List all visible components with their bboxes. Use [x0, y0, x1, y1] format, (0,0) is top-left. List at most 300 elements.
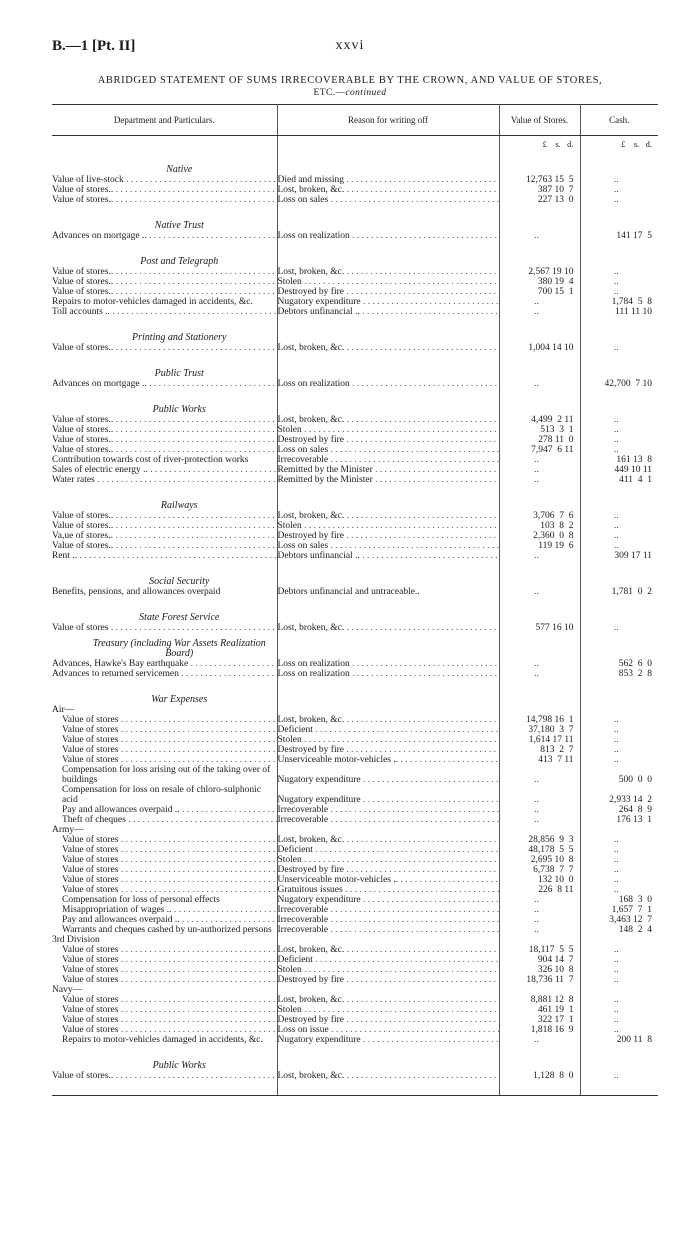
stores-value-cell: 132 10 0 — [499, 875, 580, 885]
stores-value-cell: 413 7 11 — [499, 755, 580, 765]
section-heading-row — [52, 389, 658, 415]
table-row — [52, 307, 658, 317]
particulars-cell: Value of stores.. . . . — [52, 277, 277, 287]
cash-value-cell: 200 11 8 — [616, 1035, 652, 1045]
reason-cell: Remitted by the Minister . . . — [277, 475, 499, 485]
stores-value-cell: .. — [499, 1035, 580, 1045]
reason-cell: Lost, broken, &c. . . . — [277, 185, 499, 195]
stores-value-cell: 513 3 1 — [499, 425, 580, 435]
column-header-stores: Value of Stores. — [499, 105, 580, 136]
title-line-1: ABRIDGED STATEMENT OF SUMS IRRECOVERABLE BY THE CROWN, AND VALUE OF STORES, — [97, 75, 603, 86]
cash-value-cell: .. — [613, 715, 619, 725]
table-row — [52, 915, 658, 925]
cash-value-cell: .. — [613, 541, 619, 551]
table-row — [52, 875, 658, 885]
section-title: Public Works — [52, 389, 277, 415]
table-row — [52, 945, 658, 955]
table-row — [52, 1035, 658, 1045]
particulars-cell: Value of stores . . . — [52, 945, 277, 955]
reason-cell: Died and missing . . . — [277, 175, 499, 185]
reason-cell: Deficient . . . — [277, 955, 499, 965]
particulars-cell: Value of stores . . . — [52, 755, 277, 765]
reason-cell: Loss on sales . . . — [277, 541, 499, 551]
reason-cell: Stolen . . . — [277, 521, 499, 531]
reason-cell: Irrecoverable . . . — [277, 905, 499, 915]
stores-value-cell: 7,947 6 11 — [499, 445, 580, 455]
table-row — [52, 435, 658, 445]
reason-cell: Destroyed by fire . . . — [277, 745, 499, 755]
section-title: State Forest Service — [52, 597, 277, 623]
cash-value-cell: 562 6 0 — [618, 659, 652, 669]
reason-cell: Unserviceable motor-vehicles .. . . . — [277, 875, 499, 885]
table-row — [52, 343, 658, 353]
stores-value-cell: .. — [499, 815, 580, 825]
cash-value-cell: .. — [613, 277, 619, 287]
table-row — [52, 175, 658, 185]
reason-cell: Irrecoverable . . . — [277, 925, 499, 935]
table-row — [52, 845, 658, 855]
reason-cell: Lost, broken, &c. . . . — [277, 945, 499, 955]
table-row — [52, 965, 658, 975]
title-line-2: ETC.—continued — [313, 88, 387, 98]
particulars-cell: Value of stores . . . — [52, 955, 277, 965]
reason-cell: Stolen . . . — [277, 277, 499, 287]
stores-value-cell: 48,178 5 5 — [499, 845, 580, 855]
table-row — [52, 975, 658, 985]
section-title: Printing and Stationery — [52, 317, 277, 343]
group-heading-row — [52, 935, 658, 945]
reason-cell: Debtors unfinancial .. . . . — [277, 551, 499, 561]
stores-value-cell: 904 14 7 — [499, 955, 580, 965]
cash-value-cell: .. — [613, 531, 619, 541]
section-heading-row — [52, 149, 658, 175]
cash-value-cell: .. — [613, 965, 619, 975]
stores-value-cell: .. — [499, 765, 580, 785]
cash-value-cell: 42,700 7 10 — [604, 379, 652, 389]
particulars-cell: Value of stores.. . . . — [52, 541, 277, 551]
particulars-cell: Repairs to motor-vehicles damaged in accidents, &c. — [52, 1035, 277, 1045]
stores-value-cell: .. — [499, 895, 580, 905]
section-title: Public Trust — [52, 353, 277, 379]
stores-value-cell: .. — [499, 475, 580, 485]
particulars-cell: Value of stores . . . — [52, 715, 277, 725]
particulars-cell: Value of stores.. . . . — [52, 267, 277, 277]
cash-value-cell: 309 17 11 — [614, 551, 652, 561]
cash-value-cell: .. — [613, 195, 619, 205]
reason-cell: Lost, broken, &c. . . . — [277, 511, 499, 521]
particulars-cell: Advances on mortgage .. . . . — [52, 379, 277, 389]
cash-value-cell: .. — [613, 945, 619, 955]
table-row — [52, 551, 658, 561]
stores-value-cell: .. — [499, 297, 580, 307]
table-row — [52, 587, 658, 597]
reason-cell: Lost, broken, &c. . . . — [277, 835, 499, 845]
reason-cell: Destroyed by fire . . . — [277, 1015, 499, 1025]
particulars-cell: Value of stores . . . — [52, 735, 277, 745]
table-row — [52, 1025, 658, 1035]
table-row — [52, 267, 658, 277]
column-header-dept: Department and Particulars. — [52, 105, 277, 136]
table-end-rule — [52, 1081, 658, 1096]
particulars-cell: Value of stores.. . . . — [52, 343, 277, 353]
stores-value-cell: 12,763 15 5 — [499, 175, 580, 185]
table-row — [52, 287, 658, 297]
particulars-cell: Value of stores . . . — [52, 975, 277, 985]
stores-value-cell: 14,798 16 1 — [499, 715, 580, 725]
table-row — [52, 925, 658, 935]
table-row — [52, 465, 658, 475]
particulars-cell: Value of stores . . . — [52, 623, 277, 633]
cash-value-cell: .. — [613, 511, 619, 521]
stores-value-cell: 278 11 0 — [499, 435, 580, 445]
stores-value-cell: 1,818 16 9 — [499, 1025, 580, 1035]
section-title: Post and Telegraph — [52, 241, 277, 267]
stores-value-cell: 322 17 1 — [499, 1015, 580, 1025]
section-heading-row — [52, 633, 658, 659]
reason-cell: Irrecoverable . . . — [277, 805, 499, 815]
particulars-cell: Value of live-stock . . . — [52, 175, 277, 185]
table-row — [52, 475, 658, 485]
stores-value-cell: 37,180 3 7 — [499, 725, 580, 735]
table-row — [52, 1071, 658, 1081]
reason-cell: Unserviceable motor-vehicles .. . . . — [277, 755, 499, 765]
particulars-cell: Misappropriation of wages .. . . . — [52, 905, 277, 915]
cash-value-cell: 1,657 7 1 — [611, 905, 652, 915]
table-row — [52, 541, 658, 551]
reason-cell: Irrecoverable . . . — [277, 915, 499, 925]
cash-value-cell: 1,781 0 2 — [611, 587, 652, 597]
units-row — [52, 136, 658, 150]
cash-value-cell: .. — [613, 1015, 619, 1025]
cash-value-cell: .. — [613, 623, 619, 633]
table-row — [52, 231, 658, 241]
reason-cell: Lost, broken, &c. . . . — [277, 415, 499, 425]
stores-value-cell: 813 2 7 — [499, 745, 580, 755]
section-title: Public Works — [52, 1045, 277, 1071]
stores-value-cell: 2,360 0 8 — [499, 531, 580, 541]
section-heading-row — [52, 241, 658, 267]
cash-value-cell: .. — [613, 735, 619, 745]
reason-cell: Destroyed by fire . . . — [277, 865, 499, 875]
stores-value-cell: 28,856 9 3 — [499, 835, 580, 845]
particulars-cell: Compensation for loss arising out of the taking over of buildings — [52, 765, 277, 785]
particulars-cell: Value of stores . . . — [52, 745, 277, 755]
reason-cell: Nugatory expenditure . . . — [277, 765, 499, 785]
stores-value-cell: .. — [499, 455, 580, 465]
stores-value-cell: 387 10 7 — [499, 185, 580, 195]
group-heading-row — [52, 705, 658, 715]
stores-value-cell: 18,117 5 5 — [499, 945, 580, 955]
particulars-cell: Value of stores.. . . . — [52, 185, 277, 195]
stores-value-cell: .. — [499, 925, 580, 935]
section-title: War Expenses — [52, 679, 277, 705]
table-row — [52, 725, 658, 735]
cash-value-cell: .. — [613, 185, 619, 195]
page-number: xxvi — [335, 38, 365, 53]
table-row — [52, 715, 658, 725]
reason-cell: Destroyed by fire . . . — [277, 435, 499, 445]
particulars-cell: Va,ue of stores.. . . . — [52, 531, 277, 541]
table-row — [52, 765, 658, 785]
group-heading-row — [52, 985, 658, 995]
cash-value-cell: .. — [613, 745, 619, 755]
stores-value-cell: 227 13 0 — [499, 195, 580, 205]
reason-cell: Lost, broken, &c. . . . — [277, 715, 499, 725]
reason-cell: Lost, broken, &c. . . . — [277, 1071, 499, 1081]
cash-value-cell: .. — [613, 267, 619, 277]
table-row — [52, 835, 658, 845]
table-row — [52, 195, 658, 205]
reason-cell: Nugatory expenditure . . . — [277, 895, 499, 905]
cash-value-cell: .. — [613, 835, 619, 845]
table-row — [52, 785, 658, 805]
section-title: Social Security — [52, 561, 277, 587]
particulars-cell: Advances, Hawke's Bay earthquake . . . — [52, 659, 277, 669]
stores-value-cell: 326 10 8 — [499, 965, 580, 975]
table-body — [52, 136, 658, 1096]
section-title: Treasury (including War Assets Realization Board) — [52, 633, 277, 659]
section-title: Railways — [52, 485, 277, 511]
section-heading-row — [52, 317, 658, 343]
stores-value-cell: 6,738 7 7 — [499, 865, 580, 875]
particulars-cell: Toll accounts .. . . . — [52, 307, 277, 317]
particulars-cell: Benefits, pensions, and allowances overpaid — [52, 587, 277, 597]
stores-value-cell: .. — [499, 785, 580, 805]
column-header-reason: Reason for writing off — [277, 105, 499, 136]
reason-cell: Loss on realization . . . — [277, 669, 499, 679]
particulars-cell: Value of stores.. . . . — [52, 287, 277, 297]
particulars-cell: Value of stores.. . . . — [52, 521, 277, 531]
group-label: 3rd Division — [52, 935, 277, 945]
reason-cell: Loss on realization . . . — [277, 659, 499, 669]
cash-value-cell: .. — [613, 445, 619, 455]
cash-value-cell: .. — [613, 865, 619, 875]
table-row — [52, 379, 658, 389]
particulars-cell: Value of stores . . . — [52, 995, 277, 1005]
table-row — [52, 885, 658, 895]
stores-value-cell: 2,695 10 8 — [499, 855, 580, 865]
cash-value-cell: 449 10 11 — [614, 465, 652, 475]
stores-value-cell: 226 8 11 — [499, 885, 580, 895]
particulars-cell: Pay and allowances overpaid .. . . . — [52, 915, 277, 925]
stores-value-cell: .. — [499, 915, 580, 925]
particulars-cell: Advances to returned servicemen . . . — [52, 669, 277, 679]
group-heading-row — [52, 825, 658, 835]
stores-value-cell: 18,736 11 7 — [499, 975, 580, 985]
stores-value-cell: 4,499 2 11 — [499, 415, 580, 425]
reason-cell: Irrecoverable . . . — [277, 815, 499, 825]
cash-value-cell: .. — [613, 855, 619, 865]
stores-value-cell: .. — [499, 659, 580, 669]
particulars-cell: Theft of cheques . . . — [52, 815, 277, 825]
section-heading-row — [52, 1045, 658, 1071]
group-label: Army— — [52, 825, 277, 835]
table-row — [52, 895, 658, 905]
section-heading-row — [52, 485, 658, 511]
particulars-cell: Value of stores.. . . . — [52, 195, 277, 205]
group-label: Navy— — [52, 985, 277, 995]
particulars-cell: Pay and allowances overpaid .. . . . — [52, 805, 277, 815]
cash-value-cell: .. — [613, 1005, 619, 1015]
cash-value-cell: .. — [613, 725, 619, 735]
cash-value-cell: .. — [613, 435, 619, 445]
reason-cell: Loss on realization . . . — [277, 231, 499, 241]
table-row — [52, 805, 658, 815]
group-label: Air— — [52, 705, 277, 715]
cash-value-cell: 500 0 0 — [618, 775, 652, 785]
table-row — [52, 955, 658, 965]
stores-value-cell: 380 19 4 — [499, 277, 580, 287]
reason-cell: Stolen . . . — [277, 1005, 499, 1015]
units-stores: £ s. d. — [499, 136, 580, 150]
reason-cell: Gratuitous issues . . . — [277, 885, 499, 895]
reason-cell: Remitted by the Minister . . . — [277, 465, 499, 475]
particulars-cell: Value of stores . . . — [52, 835, 277, 845]
particulars-cell: Value of stores . . . — [52, 1025, 277, 1035]
stores-value-cell: .. — [499, 231, 580, 241]
reason-cell: Lost, broken, &c. . . . — [277, 267, 499, 277]
table-row — [52, 735, 658, 745]
reason-cell: Debtors unfinancial and untraceable.. — [277, 587, 499, 597]
particulars-cell: Value of stores . . . — [52, 855, 277, 865]
cash-value-cell: .. — [613, 415, 619, 425]
stores-value-cell: 8,881 12 8 — [499, 995, 580, 1005]
stores-value-cell: .. — [499, 551, 580, 561]
particulars-cell: Value of stores.. . . . — [52, 445, 277, 455]
cash-value-cell: .. — [613, 755, 619, 765]
table-row — [52, 455, 658, 465]
page-reference: B.—1 [Pt. II] — [52, 38, 136, 54]
reason-cell: Lost, broken, &c. . . . — [277, 995, 499, 1005]
stores-value-cell: .. — [499, 905, 580, 915]
particulars-cell: Advances on mortgage .. . . . — [52, 231, 277, 241]
cash-value-cell: .. — [613, 1025, 619, 1035]
statement-title — [50, 75, 650, 99]
table-row — [52, 415, 658, 425]
particulars-cell: Value of stores.. . . . — [52, 435, 277, 445]
table-row — [52, 1005, 658, 1015]
stores-value-cell: 461 19 1 — [499, 1005, 580, 1015]
particulars-cell: Rent .. . . . — [52, 551, 277, 561]
reason-cell: Stolen . . . — [277, 425, 499, 435]
table-row — [52, 669, 658, 679]
cash-value-cell: .. — [613, 875, 619, 885]
table-row — [52, 995, 658, 1005]
cash-value-cell: 111 11 10 — [615, 307, 652, 317]
particulars-cell: Repairs to motor-vehicles damaged in accidents, &c. — [52, 297, 277, 307]
section-heading-row — [52, 561, 658, 587]
particulars-cell: Value of stores . . . — [52, 725, 277, 735]
section-heading-row — [52, 353, 658, 379]
section-title: Native — [52, 149, 277, 175]
table-row — [52, 297, 658, 307]
particulars-cell: Value of stores . . . — [52, 865, 277, 875]
cash-value-cell: .. — [613, 845, 619, 855]
table-row — [52, 745, 658, 755]
table-row — [52, 865, 658, 875]
reason-cell: Loss on issue . . . — [277, 1025, 499, 1035]
table-row — [52, 277, 658, 287]
cash-value-cell: .. — [613, 955, 619, 965]
table-row — [52, 855, 658, 865]
cash-value-cell: 1,784 5 8 — [611, 297, 652, 307]
stores-value-cell: .. — [499, 307, 580, 317]
cash-value-cell: 853 2 8 — [618, 669, 652, 679]
cash-value-cell: .. — [613, 975, 619, 985]
table-row — [52, 1015, 658, 1025]
table-row — [52, 815, 658, 825]
stores-value-cell: 1,004 14 10 — [499, 343, 580, 353]
reason-cell: Lost, broken, &c. . . . — [277, 623, 499, 633]
table-header-row — [52, 105, 658, 136]
particulars-cell: Water rates . . . — [52, 475, 277, 485]
reason-cell: Loss on sales . . . — [277, 445, 499, 455]
cash-value-cell: 411 4 1 — [619, 475, 652, 485]
section-heading-row — [52, 205, 658, 231]
cash-value-cell: 264 8 9 — [618, 805, 652, 815]
stores-value-cell: 2,567 19 10 — [499, 267, 580, 277]
table-row — [52, 755, 658, 765]
stores-value-cell: 700 15 1 — [499, 287, 580, 297]
particulars-cell: Contribution towards cost of river-protection works — [52, 455, 277, 465]
table-row — [52, 521, 658, 531]
cash-value-cell: .. — [613, 287, 619, 297]
reason-cell: Destroyed by fire . . . — [277, 531, 499, 541]
irrecoverable-sums-table — [52, 104, 658, 1096]
reason-cell: Stolen . . . — [277, 965, 499, 975]
cash-value-cell: 161 13 8 — [616, 455, 652, 465]
cash-value-cell: 176 13 1 — [616, 815, 652, 825]
column-header-cash: Cash. — [580, 105, 658, 136]
stores-value-cell: 103 8 2 — [499, 521, 580, 531]
cash-value-cell: 168 3 0 — [618, 895, 652, 905]
reason-cell: Destroyed by fire . . . — [277, 287, 499, 297]
reason-cell: Stolen . . . — [277, 735, 499, 745]
reason-cell: Deficient . . . — [277, 845, 499, 855]
particulars-cell: Compensation for loss on resale of chloro-sulphonic acid — [52, 785, 277, 805]
stores-value-cell: .. — [499, 465, 580, 475]
particulars-cell: Compensation for loss of personal effects — [52, 895, 277, 905]
reason-cell: Stolen . . . — [277, 855, 499, 865]
reason-cell: Nugatory expenditure . . . — [277, 1035, 499, 1045]
table-row — [52, 511, 658, 521]
cash-value-cell: .. — [613, 425, 619, 435]
particulars-cell: Value of stores.. . . . — [52, 511, 277, 521]
table-row — [52, 659, 658, 669]
reason-cell: Loss on sales . . . — [277, 195, 499, 205]
table-row — [52, 445, 658, 455]
units-cash: £ s. d. — [621, 139, 652, 149]
table-row — [52, 425, 658, 435]
particulars-cell: Value of stores.. . . . — [52, 425, 277, 435]
reason-cell: Irrecoverable . . . — [277, 455, 499, 465]
cash-value-cell: .. — [613, 885, 619, 895]
particulars-cell: Value of stores . . . — [52, 845, 277, 855]
section-title: Native Trust — [52, 205, 277, 231]
section-heading-row — [52, 597, 658, 623]
table-row — [52, 905, 658, 915]
stores-value-cell: .. — [499, 805, 580, 815]
particulars-cell: Value of stores . . . — [52, 885, 277, 895]
cash-value-cell: 3,463 12 7 — [609, 915, 652, 925]
cash-value-cell: 141 17 5 — [616, 231, 652, 241]
cash-value-cell: .. — [613, 1071, 619, 1081]
particulars-cell: Value of stores.. . . . — [52, 415, 277, 425]
cash-value-cell: .. — [613, 995, 619, 1005]
particulars-cell: Value of stores.. . . . — [52, 1071, 277, 1081]
particulars-cell: Warrants and cheques cashed by un-authorized persons — [52, 925, 277, 935]
particulars-cell: Value of stores . . . — [52, 965, 277, 975]
